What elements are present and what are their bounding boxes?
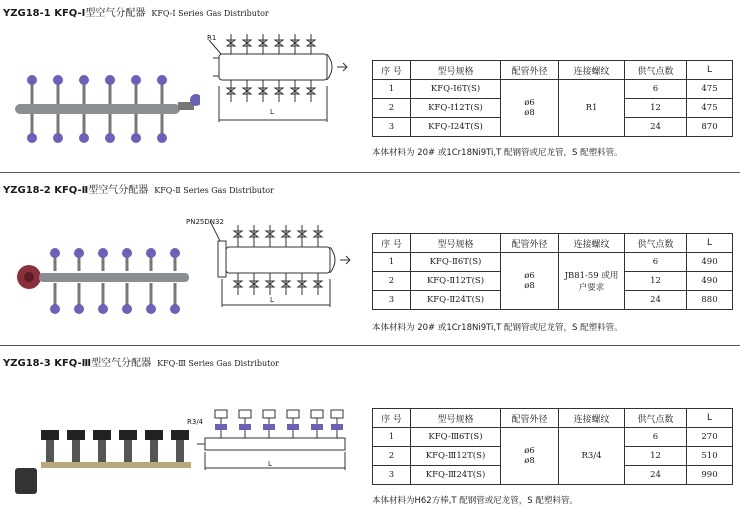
row-no: 1 (373, 80, 411, 99)
pipe-od-value: ø6 (524, 271, 535, 281)
material-note-2: 本体材料为 20# 或1Cr18Ni9Ti,T 配钢管或尼龙管，S 配塑料管。 (372, 323, 623, 333)
row-points: 12 (625, 447, 687, 466)
pipe-od-value: ø8 (524, 281, 535, 291)
section-divider (0, 172, 740, 173)
section-3 (0, 348, 740, 512)
row-no: 3 (373, 466, 411, 485)
row-points: 6 (625, 428, 687, 447)
thread-label-2: PN25DN32 (186, 218, 224, 226)
row-length: 475 (687, 80, 733, 99)
length-label-2: L (270, 296, 274, 304)
header-no: 序 号 (373, 61, 411, 80)
pipe-od-value: ø6 (524, 446, 535, 456)
row-points: 24 (625, 291, 687, 310)
pipe-od-cell (501, 428, 559, 485)
row-length: 270 (687, 428, 733, 447)
header-model: 型号规格 (411, 61, 501, 80)
length-label-1: L (270, 108, 274, 116)
thread-label-1: R1 (207, 34, 217, 42)
row-no: 2 (373, 447, 411, 466)
row-no: 2 (373, 272, 411, 291)
row-no: 1 (373, 428, 411, 447)
header-pipe-od: 配管外径 (501, 234, 559, 253)
section-1-en-title: KFQ-Ⅰ Series Gas Distributor (151, 9, 269, 18)
row-points: 24 (625, 466, 687, 485)
header-pipe-od: 配管外径 (501, 61, 559, 80)
row-model: KFQ-Ⅱ24T(S) (411, 291, 501, 310)
distributor-photo-2 (15, 247, 205, 327)
header-thread: 连接螺纹 (559, 61, 625, 80)
row-points: 12 (625, 272, 687, 291)
table-header-row (373, 234, 733, 253)
row-length: 880 (687, 291, 733, 310)
table-row (373, 80, 733, 99)
row-length: 490 (687, 272, 733, 291)
row-model: KFQ-Ⅱ12T(S) (411, 272, 501, 291)
table-header-row (373, 61, 733, 80)
header-thread: 连接螺纹 (559, 409, 625, 428)
spec-table-3 (372, 408, 733, 485)
header-model: 型号规格 (411, 234, 501, 253)
distributor-drawing-2 (210, 215, 360, 315)
row-length: 490 (687, 253, 733, 272)
pipe-od-value: ø8 (524, 108, 535, 118)
header-points: 供气点数 (625, 234, 687, 253)
row-model: KFQ-Ⅰ6T(S) (411, 80, 501, 99)
header-length: L (687, 234, 733, 253)
section-1-code: YZG18-1 KFQ-Ⅰ (3, 8, 86, 19)
row-model: KFQ-Ⅲ12T(S) (411, 447, 501, 466)
header-no: 序 号 (373, 234, 411, 253)
section-1 (0, 0, 740, 175)
spec-table-1 (372, 60, 733, 137)
pipe-od-value: ø6 (524, 98, 535, 108)
material-note-1: 本体材料为 20# 或1Cr18Ni9Ti,T 配钢管或尼龙管，S 配塑料管。 (372, 148, 623, 158)
distributor-photo-3 (15, 426, 205, 506)
row-length: 510 (687, 447, 733, 466)
section-1-title (3, 4, 269, 19)
row-model: KFQ-Ⅱ6T(S) (411, 253, 501, 272)
table-row (373, 253, 733, 272)
section-2 (0, 175, 740, 345)
row-model: KFQ-Ⅲ24T(S) (411, 466, 501, 485)
thread-label-3: R3/4 (187, 418, 204, 426)
thread-cell (559, 80, 625, 137)
table-header-row (373, 409, 733, 428)
table-row (373, 428, 733, 447)
header-length: L (687, 409, 733, 428)
row-no: 1 (373, 253, 411, 272)
section-2-cn-title: 型空气分配器 (88, 185, 149, 196)
row-no: 2 (373, 99, 411, 118)
row-points: 6 (625, 80, 687, 99)
header-thread: 连接螺纹 (559, 234, 625, 253)
section-2-code: YZG18-2 KFQ-Ⅱ (3, 185, 89, 196)
thread-cell (559, 428, 625, 485)
header-model: 型号规格 (411, 409, 501, 428)
header-length: L (687, 61, 733, 80)
section-divider (0, 345, 740, 346)
section-1-cn-title: 型空气分配器 (85, 8, 146, 19)
row-no: 3 (373, 118, 411, 137)
row-points: 24 (625, 118, 687, 137)
header-no: 序 号 (373, 409, 411, 428)
row-points: 6 (625, 253, 687, 272)
row-length: 990 (687, 466, 733, 485)
section-3-code: YZG18-3 KFQ-Ⅲ (3, 358, 92, 369)
thread-value: 户要求 (578, 283, 605, 293)
section-3-en-title: KFQ-Ⅲ Series Gas Distributor (157, 359, 280, 368)
row-points: 12 (625, 99, 687, 118)
pipe-od-value: ø8 (524, 456, 535, 466)
material-note-3: 本体材料为H62方棒,T 配钢管或尼龙管，S 配塑料管。 (372, 496, 578, 506)
section-2-title (3, 181, 274, 196)
row-model: KFQ-Ⅰ12T(S) (411, 99, 501, 118)
pipe-od-cell (501, 253, 559, 310)
row-length: 475 (687, 99, 733, 118)
section-3-cn-title: 型空气分配器 (91, 358, 152, 369)
header-points: 供气点数 (625, 409, 687, 428)
section-2-en-title: KFQ-Ⅱ Series Gas Distributor (154, 186, 274, 195)
row-model: KFQ-Ⅲ6T(S) (411, 428, 501, 447)
length-label-3: L (268, 460, 272, 468)
thread-value: JB81-59 或用 (564, 271, 619, 281)
header-pipe-od: 配管外径 (501, 409, 559, 428)
thread-value: R3/4 (581, 451, 602, 461)
spec-table-2 (372, 233, 733, 310)
row-no: 3 (373, 291, 411, 310)
header-points: 供气点数 (625, 61, 687, 80)
thread-value: R1 (585, 103, 598, 113)
section-3-title (3, 354, 279, 369)
distributor-drawing-1 (205, 28, 355, 128)
row-model: KFQ-Ⅰ24T(S) (411, 118, 501, 137)
distributor-photo-1 (10, 70, 200, 150)
pipe-od-cell (501, 80, 559, 137)
row-length: 870 (687, 118, 733, 137)
thread-cell (559, 253, 625, 310)
